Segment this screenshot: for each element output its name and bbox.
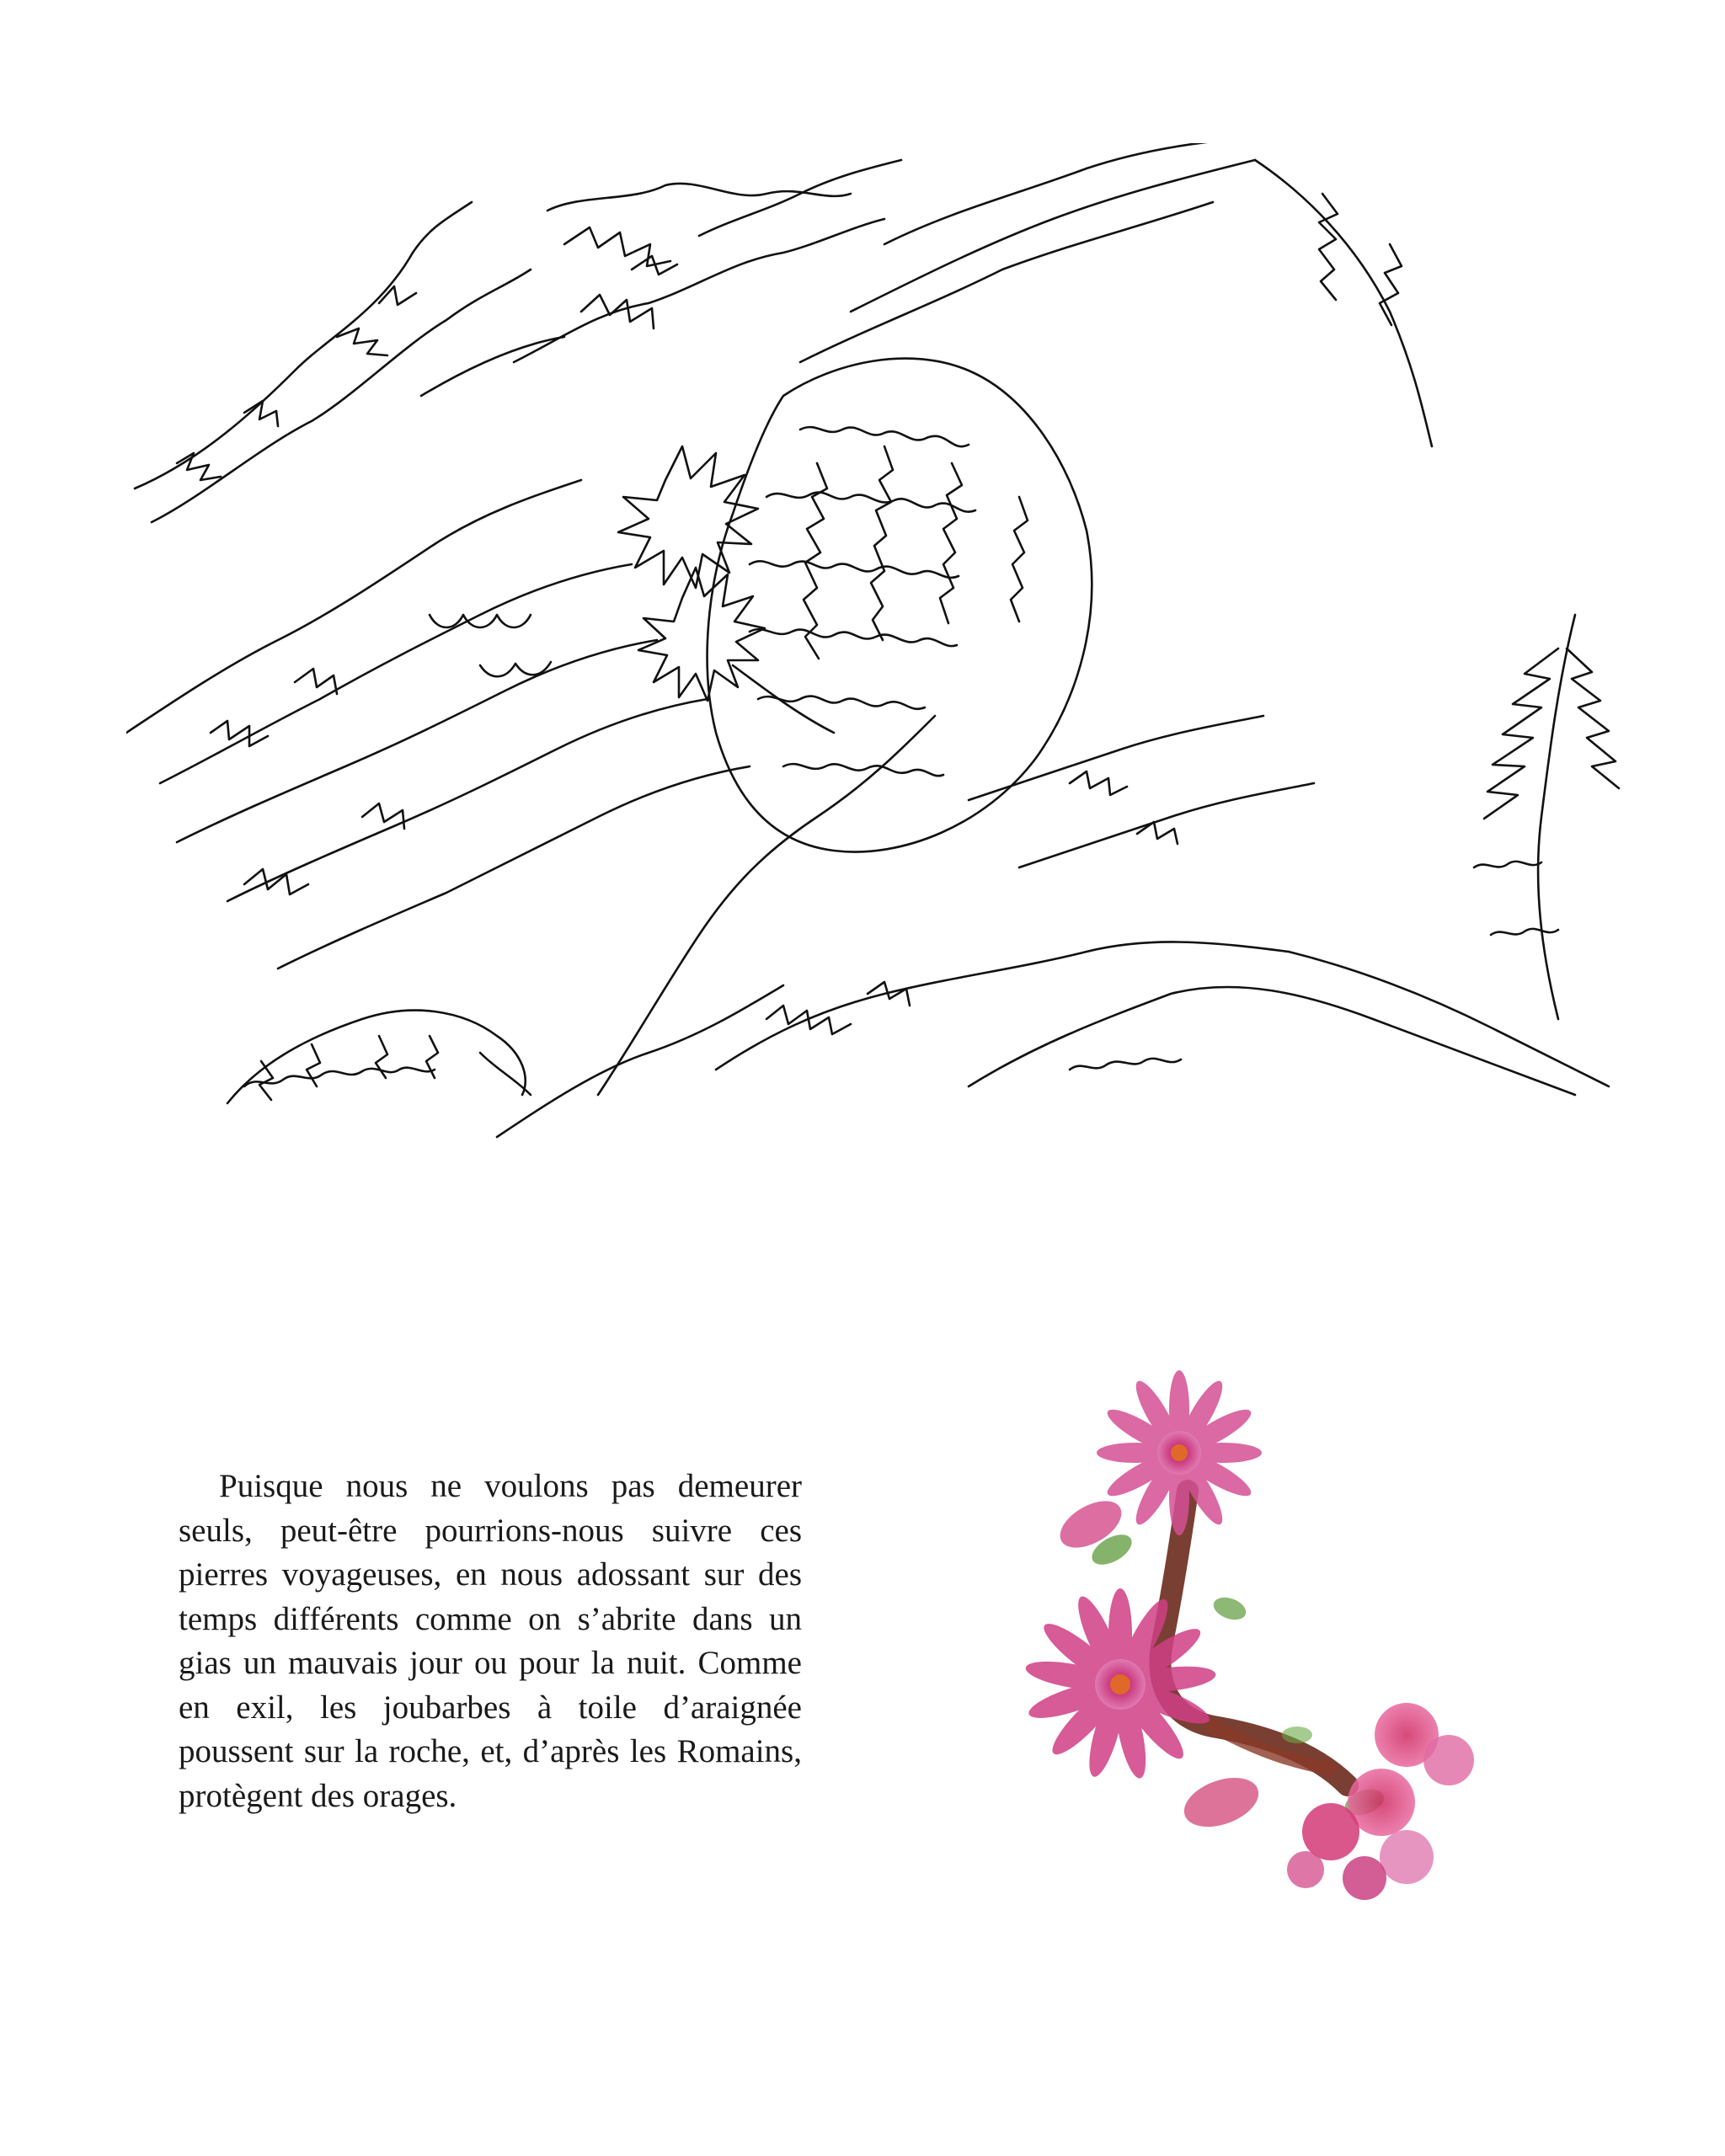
ink-rock-drawing	[126, 143, 1642, 1204]
body-paragraph: Puisque nous ne voulons pas demeurer seuls, peut-être pourrions-nous suivre ces pierres voyageuses, en nous adossant sur des temps différents comme on s’abrite dans un gias un mauvais jour ou pour la nuit. Comme en exil, les joubarbes à toile d’araignée poussent sur la roche, et, d’après les Romains, protègent des orages.	[179, 1468, 802, 1814]
watercolor-flower-illustration	[1011, 1364, 1533, 1912]
flower-buds-cluster	[1287, 1703, 1474, 1900]
middle-flower	[1023, 1588, 1217, 1780]
top-flower	[1097, 1370, 1262, 1535]
ink-rock-drawing-svg	[126, 143, 1642, 1204]
watercolor-flower-svg	[1011, 1364, 1533, 1912]
